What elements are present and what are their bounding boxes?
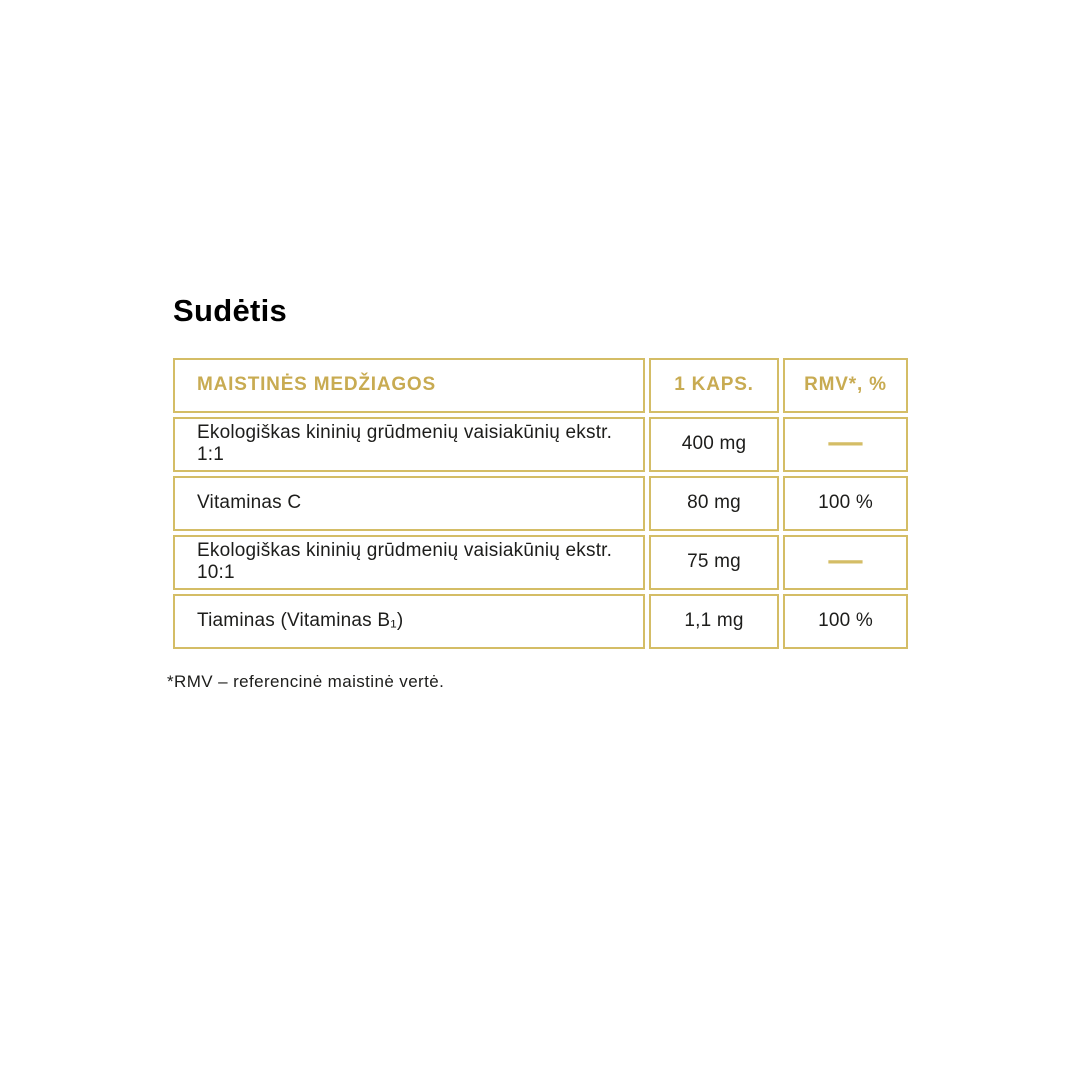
table-row [173, 594, 908, 649]
nutrient-amount: 1,1 mg [649, 594, 779, 649]
nutrient-name: Ekologiškas kininių grūdmenių vaisiakūnių ekstr. 1:1 [173, 417, 645, 472]
dash: — [828, 543, 863, 580]
nutrient-amount: 400 mg [649, 417, 779, 472]
dash: — [828, 425, 863, 462]
table-row [173, 535, 908, 590]
header-per-capsule: 1 KAPS. [649, 358, 779, 413]
nutrient-rmv: 100 % [783, 594, 908, 649]
table-header-row [173, 358, 908, 413]
nutrition-table [169, 354, 912, 653]
header-nutrients: MAISTINĖS MEDŽIAGOS [173, 358, 645, 413]
nutrient-name: Vitaminas C [173, 476, 645, 531]
nutrient-name: Ekologiškas kininių grūdmenių vaisiakūnių ekstr. 10:1 [173, 535, 645, 590]
page-title: Sudėtis [173, 293, 288, 328]
rmv-footnote: *RMV – referencinė maistinė vertė. [167, 671, 445, 691]
table-row [173, 417, 908, 472]
nutrient-amount: 75 mg [649, 535, 779, 590]
nutrient-amount: 80 mg [649, 476, 779, 531]
nutrient-rmv: 100 % [783, 476, 908, 531]
table-row [173, 476, 908, 531]
nutrient-rmv [783, 535, 908, 590]
composition-section [167, 293, 933, 692]
header-rmv: RMV*, % [783, 358, 908, 413]
nutrient-rmv [783, 417, 908, 472]
nutrient-name: Tiaminas (Vitaminas B₁) [173, 594, 645, 649]
